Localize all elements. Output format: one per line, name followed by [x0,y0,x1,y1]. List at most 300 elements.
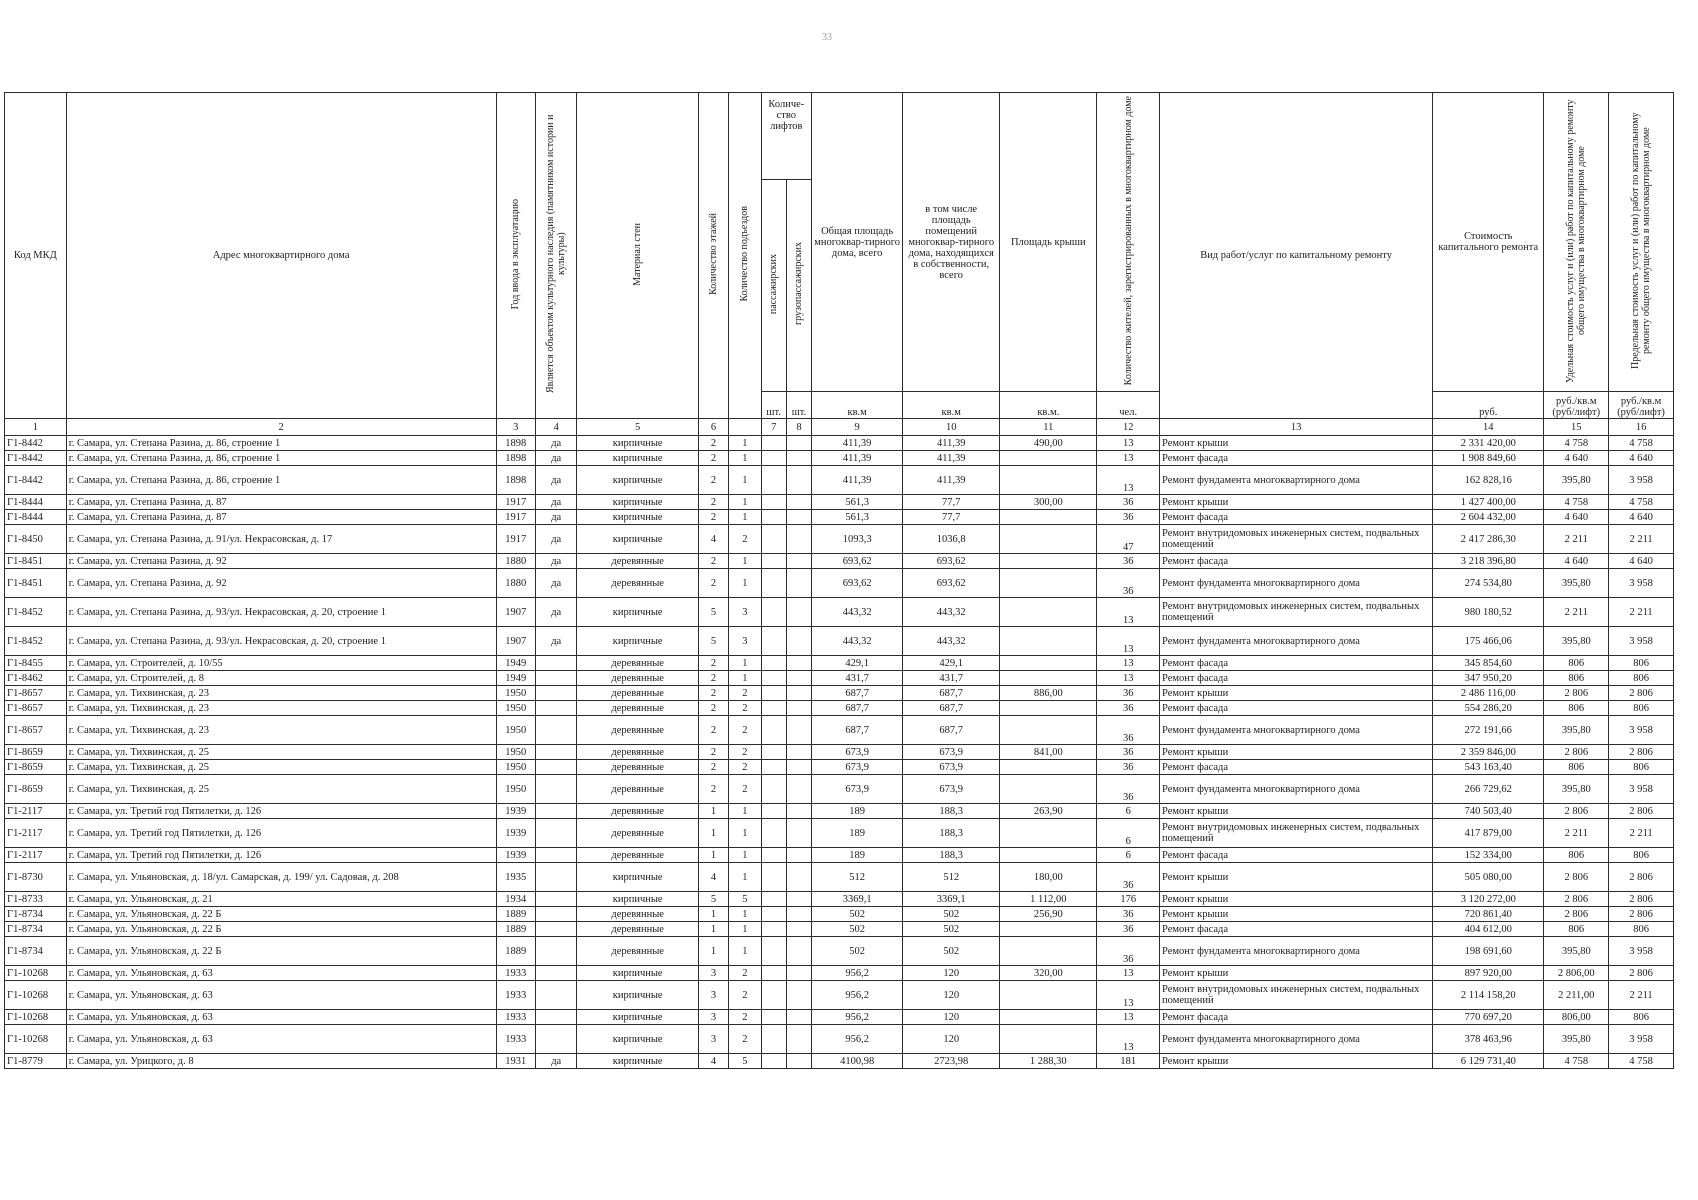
cell-code: Г1-8452 [5,627,67,656]
cell-wall-material: деревянные [577,569,698,598]
cell-lifts-cargo [786,848,811,863]
cell-unit-cost: 2 806 [1544,686,1609,701]
cell-lifts-cargo [786,598,811,627]
cell-heritage [536,656,577,671]
cell-entrances: 2 [729,981,761,1010]
cell-limit-cost: 3 958 [1609,569,1674,598]
cell-owned-area: 673,9 [903,760,1000,775]
table-row [5,775,1674,804]
cell-cost: 2 417 286,30 [1433,525,1544,554]
cell-lifts-passenger [761,451,786,466]
cell-entrances: 2 [729,775,761,804]
cell-entrances: 1 [729,863,761,892]
cell-total-area: 429,1 [812,656,903,671]
cell-heritage: да [536,436,577,451]
cell-code: Г1-8452 [5,598,67,627]
cell-lifts-passenger [761,466,786,495]
cell-heritage [536,775,577,804]
cell-lifts-passenger [761,907,786,922]
cell-lifts-cargo [786,819,811,848]
cell-entrances: 1 [729,451,761,466]
cell-year: 1950 [496,716,535,745]
cell-residents: 181 [1097,1054,1160,1069]
unit-lifts-cargo: шт. [786,392,811,419]
cell-lifts-passenger [761,686,786,701]
cell-lifts-passenger [761,1054,786,1069]
cell-year: 1907 [496,598,535,627]
cell-limit-cost: 3 958 [1609,775,1674,804]
cell-floors: 4 [698,863,728,892]
cell-limit-cost: 2 806 [1609,863,1674,892]
header-lifts-passenger: пассажирских [761,179,786,391]
cell-roof-area [1000,760,1097,775]
cell-cost: 3 120 272,00 [1433,892,1544,907]
cell-code: Г1-8442 [5,466,67,495]
cell-address: г. Самара, ул. Строителей, д. 8 [66,671,496,686]
cell-owned-area: 120 [903,981,1000,1010]
cell-lifts-cargo [786,892,811,907]
table-row [5,451,1674,466]
cell-floors: 2 [698,495,728,510]
cell-wall-material: деревянные [577,554,698,569]
cell-code: Г1-10268 [5,981,67,1010]
cell-unit-cost: 2 806 [1544,804,1609,819]
cell-owned-area: 512 [903,863,1000,892]
cell-year: 1949 [496,656,535,671]
column-number [729,419,761,436]
cell-year: 1934 [496,892,535,907]
cell-residents: 36 [1097,760,1160,775]
cell-lifts-passenger [761,804,786,819]
cell-wall-material: деревянные [577,760,698,775]
cell-limit-cost: 806 [1609,848,1674,863]
cell-unit-cost: 2 211 [1544,598,1609,627]
cell-roof-area [1000,1010,1097,1025]
cell-floors: 1 [698,819,728,848]
cell-wall-material: кирпичные [577,966,698,981]
cell-residents: 6 [1097,819,1160,848]
cell-work-type: Ремонт фасада [1160,451,1433,466]
cell-wall-material: кирпичные [577,1010,698,1025]
cell-address: г. Самара, ул. Тихвинская, д. 23 [66,701,496,716]
cell-entrances: 1 [729,436,761,451]
header-floors: Количество этажей [698,93,728,419]
cell-wall-material: кирпичные [577,451,698,466]
cell-lifts-cargo [786,525,811,554]
cell-work-type: Ремонт крыши [1160,745,1433,760]
cell-residents: 6 [1097,804,1160,819]
cell-work-type: Ремонт фундамента многоквартирного дома [1160,569,1433,598]
cell-owned-area: 693,62 [903,569,1000,598]
cell-roof-area [1000,598,1097,627]
cell-lifts-cargo [786,510,811,525]
cell-lifts-passenger [761,745,786,760]
cell-roof-area [1000,525,1097,554]
cell-limit-cost: 4 758 [1609,1054,1674,1069]
cell-unit-cost: 806,00 [1544,1010,1609,1025]
cell-wall-material: деревянные [577,848,698,863]
cell-residents: 36 [1097,937,1160,966]
column-number: 11 [1000,419,1097,436]
cell-residents: 36 [1097,922,1160,937]
table-row [5,760,1674,775]
header-roof-area: Площадь крыши [1000,93,1097,392]
cell-residents: 13 [1097,966,1160,981]
cell-cost: 162 828,16 [1433,466,1544,495]
cell-floors: 2 [698,716,728,745]
cell-residents: 36 [1097,701,1160,716]
cell-floors: 5 [698,627,728,656]
column-number: 15 [1544,419,1609,436]
cell-work-type: Ремонт фасада [1160,701,1433,716]
cell-year: 1917 [496,525,535,554]
cell-total-area: 189 [812,848,903,863]
cell-entrances: 3 [729,598,761,627]
cell-cost: 347 950,20 [1433,671,1544,686]
column-number: 4 [536,419,577,436]
cell-limit-cost: 2 211 [1609,981,1674,1010]
cell-total-area: 189 [812,804,903,819]
cell-floors: 2 [698,671,728,686]
cell-residents: 13 [1097,671,1160,686]
cell-lifts-passenger [761,760,786,775]
cell-limit-cost: 2 806 [1609,686,1674,701]
cell-total-area: 693,62 [812,554,903,569]
cell-owned-area: 693,62 [903,554,1000,569]
cell-heritage: да [536,554,577,569]
column-number-row [5,419,1674,436]
cell-lifts-passenger [761,966,786,981]
cell-wall-material: деревянные [577,922,698,937]
cell-roof-area: 320,00 [1000,966,1097,981]
cell-floors: 3 [698,1010,728,1025]
cell-limit-cost: 3 958 [1609,466,1674,495]
cell-code: Г1-8659 [5,745,67,760]
table-row [5,892,1674,907]
cell-cost: 152 334,00 [1433,848,1544,863]
cell-work-type: Ремонт крыши [1160,804,1433,819]
capital-repair-table [4,92,1674,1069]
cell-floors: 3 [698,1025,728,1054]
cell-lifts-passenger [761,554,786,569]
cell-lifts-cargo [786,686,811,701]
cell-unit-cost: 2 806 [1544,745,1609,760]
cell-residents: 36 [1097,569,1160,598]
cell-cost: 2 604 432,00 [1433,510,1544,525]
cell-heritage [536,686,577,701]
cell-address: г. Самара, ул. Строителей, д. 10/55 [66,656,496,671]
cell-floors: 1 [698,804,728,819]
cell-work-type: Ремонт фасада [1160,760,1433,775]
cell-residents: 13 [1097,451,1160,466]
cell-address: г. Самара, ул. Ульяновская, д. 18/ул. Самарская, д. 199/ ул. Садовая, д. 208 [66,863,496,892]
cell-owned-area: 411,39 [903,451,1000,466]
cell-floors: 2 [698,686,728,701]
cell-address: г. Самара, ул. Степана Разина, д. 92 [66,569,496,598]
cell-year: 1950 [496,686,535,701]
cell-floors: 2 [698,656,728,671]
page-number: 33 [822,32,832,43]
cell-total-area: 673,9 [812,760,903,775]
cell-residents: 36 [1097,686,1160,701]
cell-roof-area [1000,510,1097,525]
cell-limit-cost: 3 958 [1609,1025,1674,1054]
cell-roof-area: 1 112,00 [1000,892,1097,907]
cell-owned-area: 443,32 [903,598,1000,627]
cell-residents: 36 [1097,716,1160,745]
cell-heritage [536,819,577,848]
cell-roof-area [1000,848,1097,863]
cell-lifts-cargo [786,1010,811,1025]
cell-lifts-passenger [761,716,786,745]
cell-cost: 175 466,06 [1433,627,1544,656]
cell-residents: 13 [1097,466,1160,495]
cell-year: 1950 [496,701,535,716]
cell-lifts-cargo [786,907,811,922]
cell-floors: 2 [698,466,728,495]
unit-unit-cost: руб./кв.м (руб/лифт) [1544,392,1609,419]
cell-floors: 4 [698,1054,728,1069]
cell-limit-cost: 3 958 [1609,716,1674,745]
cell-work-type: Ремонт крыши [1160,863,1433,892]
cell-roof-area: 300,00 [1000,495,1097,510]
cell-total-area: 956,2 [812,1010,903,1025]
cell-roof-area [1000,627,1097,656]
cell-roof-area: 1 288,30 [1000,1054,1097,1069]
cell-heritage [536,1025,577,1054]
cell-lifts-passenger [761,1025,786,1054]
cell-floors: 2 [698,510,728,525]
cell-heritage [536,907,577,922]
cell-floors: 2 [698,775,728,804]
cell-heritage: да [536,627,577,656]
cell-heritage [536,804,577,819]
cell-work-type: Ремонт фасада [1160,1010,1433,1025]
cell-limit-cost: 2 211 [1609,598,1674,627]
cell-cost: 554 286,20 [1433,701,1544,716]
cell-lifts-cargo [786,1054,811,1069]
cell-code: Г1-8450 [5,525,67,554]
cell-residents: 13 [1097,436,1160,451]
cell-roof-area [1000,569,1097,598]
cell-work-type: Ремонт фасада [1160,848,1433,863]
table-row [5,627,1674,656]
cell-heritage: да [536,510,577,525]
cell-address: г. Самара, ул. Тихвинская, д. 23 [66,686,496,701]
table-row [5,966,1674,981]
cell-wall-material: кирпичные [577,525,698,554]
cell-lifts-passenger [761,656,786,671]
cell-floors: 2 [698,569,728,598]
cell-lifts-passenger [761,863,786,892]
cell-lifts-passenger [761,495,786,510]
cell-entrances: 1 [729,671,761,686]
cell-owned-area: 687,7 [903,686,1000,701]
cell-code: Г1-8734 [5,907,67,922]
cell-roof-area [1000,716,1097,745]
cell-lifts-cargo [786,716,811,745]
cell-lifts-passenger [761,981,786,1010]
cell-cost: 378 463,96 [1433,1025,1544,1054]
header-code: Код МКД [5,93,67,419]
cell-total-area: 431,7 [812,671,903,686]
cell-year: 1917 [496,495,535,510]
cell-residents: 13 [1097,598,1160,627]
cell-address: г. Самара, ул. Третий год Пятилетки, д. 126 [66,848,496,863]
cell-unit-cost: 806 [1544,671,1609,686]
cell-owned-area: 502 [903,907,1000,922]
cell-owned-area: 431,7 [903,671,1000,686]
cell-year: 1898 [496,436,535,451]
cell-limit-cost: 2 806 [1609,907,1674,922]
cell-heritage: да [536,569,577,598]
cell-cost: 274 534,80 [1433,569,1544,598]
unit-lifts-passenger: шт. [761,392,786,419]
cell-owned-area: 1036,8 [903,525,1000,554]
cell-wall-material: кирпичные [577,1054,698,1069]
cell-floors: 1 [698,937,728,966]
cell-total-area: 502 [812,937,903,966]
cell-cost: 417 879,00 [1433,819,1544,848]
cell-wall-material: деревянные [577,804,698,819]
cell-unit-cost: 4 758 [1544,436,1609,451]
cell-year: 1939 [496,819,535,848]
table-row [5,554,1674,569]
table-row [5,848,1674,863]
header-residents: Количество жителей, зарегистрированных в многоквартирном доме [1097,93,1160,392]
cell-total-area: 673,9 [812,745,903,760]
cell-heritage [536,848,577,863]
cell-roof-area [1000,451,1097,466]
cell-wall-material: кирпичные [577,892,698,907]
cell-year: 1939 [496,804,535,819]
cell-address: г. Самара, ул. Степана Разина, д. 93/ул. Некрасовская, д. 20, строение 1 [66,598,496,627]
cell-owned-area: 188,3 [903,819,1000,848]
cell-year: 1933 [496,1025,535,1054]
cell-residents: 36 [1097,745,1160,760]
cell-limit-cost: 806 [1609,656,1674,671]
cell-code: Г1-8444 [5,495,67,510]
cell-code: Г1-10268 [5,966,67,981]
cell-total-area: 502 [812,922,903,937]
cell-lifts-passenger [761,569,786,598]
cell-residents: 36 [1097,554,1160,569]
header-heritage: Является объектом культурного наследия (памятником истории и культуры) [536,93,577,419]
cell-lifts-passenger [761,701,786,716]
cell-heritage: да [536,495,577,510]
cell-wall-material: кирпичные [577,466,698,495]
cell-entrances: 2 [729,745,761,760]
cell-wall-material: деревянные [577,701,698,716]
cell-limit-cost: 806 [1609,671,1674,686]
cell-roof-area [1000,701,1097,716]
cell-address: г. Самара, ул. Ульяновская, д. 22 Б [66,937,496,966]
cell-roof-area: 490,00 [1000,436,1097,451]
cell-address: г. Самара, ул. Степана Разина, д. 93/ул. Некрасовская, д. 20, строение 1 [66,627,496,656]
cell-unit-cost: 395,80 [1544,775,1609,804]
cell-address: г. Самара, ул. Урицкого, д. 8 [66,1054,496,1069]
cell-lifts-passenger [761,937,786,966]
cell-entrances: 3 [729,627,761,656]
cell-residents: 176 [1097,892,1160,907]
cell-lifts-passenger [761,627,786,656]
table-row [5,804,1674,819]
table-row [5,510,1674,525]
cell-year: 1889 [496,922,535,937]
cell-code: Г1-2117 [5,848,67,863]
cell-entrances: 1 [729,907,761,922]
cell-cost: 1 908 849,60 [1433,451,1544,466]
cell-total-area: 411,39 [812,451,903,466]
table-row [5,671,1674,686]
cell-address: г. Самара, ул. Степана Разина, д. 87 [66,495,496,510]
cell-address: г. Самара, ул. Третий год Пятилетки, д. 126 [66,804,496,819]
cell-limit-cost: 806 [1609,922,1674,937]
header-entrances: Количество подъездов [729,93,761,419]
cell-cost: 266 729,62 [1433,775,1544,804]
cell-work-type: Ремонт фасада [1160,510,1433,525]
cell-cost: 720 861,40 [1433,907,1544,922]
column-number: 3 [496,419,535,436]
cell-owned-area: 188,3 [903,848,1000,863]
cell-entrances: 5 [729,1054,761,1069]
cell-code: Г1-8455 [5,656,67,671]
cell-entrances: 1 [729,819,761,848]
cell-total-area: 3369,1 [812,892,903,907]
cell-year: 1950 [496,745,535,760]
cell-wall-material: кирпичные [577,510,698,525]
cell-wall-material: деревянные [577,819,698,848]
cell-limit-cost: 2 806 [1609,745,1674,760]
header-lifts-cargo: грузопассажирских [786,179,811,391]
header-limit-cost: Предельная стоимость услуг и (или) работ по капитальному ремонту общего имущества в многоквартирном доме [1609,93,1674,392]
cell-lifts-cargo [786,745,811,760]
cell-residents: 36 [1097,907,1160,922]
cell-entrances: 2 [729,760,761,775]
cell-lifts-passenger [761,819,786,848]
cell-roof-area [1000,775,1097,804]
table-row [5,937,1674,966]
cell-work-type: Ремонт фундамента многоквартирного дома [1160,1025,1433,1054]
cell-owned-area: 673,9 [903,745,1000,760]
cell-code: Г1-8733 [5,892,67,907]
table-row [5,525,1674,554]
cell-year: 1880 [496,554,535,569]
cell-unit-cost: 2 211 [1544,819,1609,848]
table-row [5,863,1674,892]
cell-entrances: 2 [729,716,761,745]
table-row [5,656,1674,671]
cell-year: 1933 [496,981,535,1010]
cell-limit-cost: 806 [1609,1010,1674,1025]
cell-total-area: 561,3 [812,495,903,510]
cell-code: Г1-8444 [5,510,67,525]
cell-residents: 36 [1097,495,1160,510]
table-body [5,436,1674,1069]
cell-year: 1880 [496,569,535,598]
cell-heritage: да [536,451,577,466]
cell-wall-material: деревянные [577,671,698,686]
cell-lifts-cargo [786,466,811,495]
cell-heritage: да [536,598,577,627]
cell-lifts-cargo [786,922,811,937]
cell-owned-area: 188,3 [903,804,1000,819]
cell-lifts-cargo [786,804,811,819]
cell-work-type: Ремонт внутридомовых инженерных систем, подвальных помещений [1160,525,1433,554]
cell-lifts-passenger [761,1010,786,1025]
cell-lifts-passenger [761,436,786,451]
cell-owned-area: 687,7 [903,716,1000,745]
